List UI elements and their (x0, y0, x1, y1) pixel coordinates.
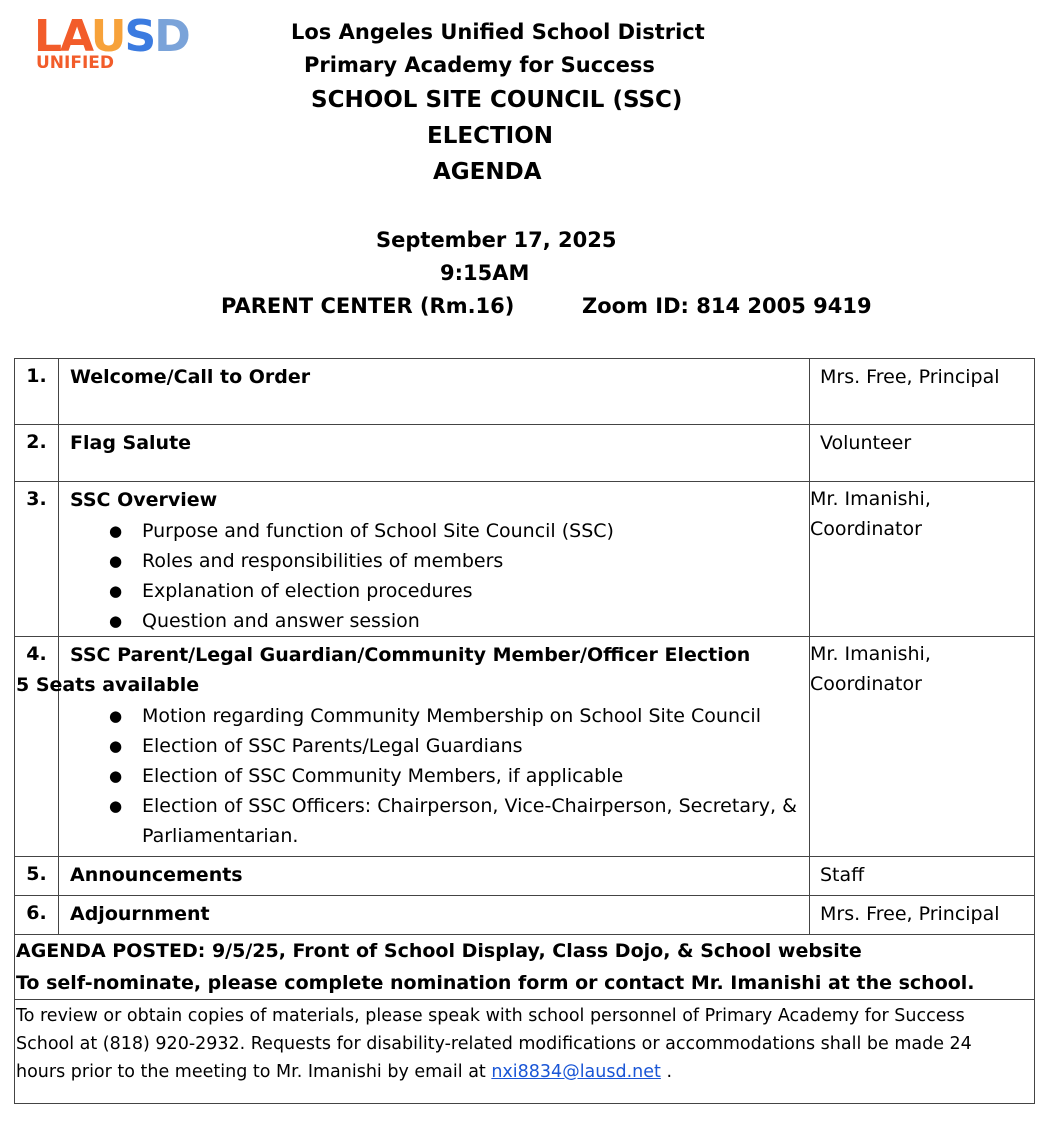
bullet-item: ● Explanation of election procedures (109, 576, 809, 606)
item-owner: Mr. Imanishi, Coordinator (810, 488, 931, 540)
accessibility-note-cell (15, 1000, 1035, 1104)
item-owner-cell (810, 857, 1035, 896)
zoom-id: Zoom ID: 814 2005 9419 (582, 294, 872, 318)
bullet-item: ● Roles and responsibilities of members (109, 546, 809, 576)
bullet-list (59, 516, 809, 636)
bullet-item: ● Question and answer session (109, 606, 809, 636)
item-owner: Mrs. Free, Principal (820, 903, 1000, 925)
agenda-row (15, 425, 1035, 482)
logo-letter-s: S (124, 11, 155, 62)
bullet-item: ● Election of SSC Parents/Legal Guardians (109, 731, 809, 761)
meeting-location: PARENT CENTER (Rm.16) (221, 294, 515, 318)
item-number: 3. (15, 482, 59, 637)
item-topic-cell (16, 637, 810, 857)
item-number: 1. (15, 359, 59, 425)
accessibility-row (15, 1000, 1035, 1104)
item-title: Adjournment (70, 903, 210, 925)
item-owner: Volunteer (820, 432, 912, 454)
item-owner-cell (810, 896, 1035, 935)
meeting-date: September 17, 2025 (376, 228, 617, 252)
item-topic-cell (59, 482, 810, 637)
self-nominate-note: To self-nominate, please complete nomination form or contact Mr. Imanishi at the school. (16, 972, 975, 994)
item-owner-cell (810, 482, 1035, 637)
agenda-title: AGENDA (433, 159, 542, 185)
bullet-item: ● Motion regarding Community Membership on School Site Council (109, 701, 809, 731)
council-title: SCHOOL SITE COUNCIL (SSC) (311, 87, 683, 113)
agenda-posted: AGENDA POSTED: 9/5/25, Front of School Display, Class Dojo, & School website (16, 940, 862, 962)
election-title: ELECTION (427, 123, 554, 149)
logo-letter-a: A (60, 11, 91, 62)
item-owner-cell (810, 425, 1035, 482)
item-topic-cell (59, 425, 810, 482)
logo-letter-u: U (90, 11, 125, 62)
item-number: 5. (15, 857, 59, 896)
contact-email-link[interactable]: nxi8834@lausd.net (491, 1062, 661, 1082)
bullet-item: ● Purpose and function of School Site Council (SSC) (109, 516, 809, 546)
item-owner: Staff (820, 864, 865, 886)
item-title: SSC Overview (70, 489, 218, 511)
item-title: SSC Parent/Legal Guardian/Community Member/Officer Election (70, 644, 751, 666)
item-owner: Mr. Imanishi, Coordinator (810, 643, 931, 695)
item-title: Welcome/Call to Order (70, 366, 311, 388)
item-number: 4. (15, 637, 59, 857)
item-owner-cell (810, 637, 1035, 857)
logo-letter-d: D (154, 11, 189, 62)
seats-available: 5 Seats available (16, 674, 200, 696)
bullet-item: ● Election of SSC Community Members, if applicable (109, 761, 809, 791)
item-owner: Mrs. Free, Principal (820, 366, 1000, 388)
logo-letter-l: L (34, 11, 61, 62)
item-owner-cell (810, 359, 1035, 425)
posting-info-cell (15, 935, 1035, 1000)
agenda-row (15, 482, 1035, 637)
item-title: Flag Salute (70, 432, 192, 454)
accessibility-note-end: . (660, 1062, 673, 1082)
agenda-table (14, 358, 1035, 1104)
item-number: 6. (15, 896, 59, 935)
item-title: Announcements (70, 864, 243, 886)
item-topic-cell (59, 359, 810, 425)
agenda-row (15, 359, 1035, 425)
lausd-logo (34, 11, 224, 76)
agenda-row (15, 857, 1035, 896)
bullet-item: ● Election of SSC Officers: Chairperson, Vice-Chairperson, Secretary, & Parliamentarian. (109, 791, 809, 851)
item-number: 2. (15, 425, 59, 482)
accessibility-note: To review or obtain copies of materials, please speak with school personnel of Primary Academy for Success School at (818) 920-2932. Requests for disability-related modifications or accommodations shall be made 24 hours prior to the meeting to Mr. Imanishi by email at (16, 1006, 972, 1082)
logo-unified: UNIFIED (36, 53, 115, 73)
meeting-time: 9:15AM (440, 261, 530, 285)
item-topic-cell (59, 896, 810, 935)
bullet-list (59, 701, 809, 851)
district-name: Los Angeles Unified School District (291, 20, 705, 44)
school-name: Primary Academy for Success (304, 53, 655, 77)
item-topic-cell (59, 857, 810, 896)
agenda-row (15, 637, 1035, 857)
agenda-row (15, 896, 1035, 935)
posting-info-row (15, 935, 1035, 1000)
